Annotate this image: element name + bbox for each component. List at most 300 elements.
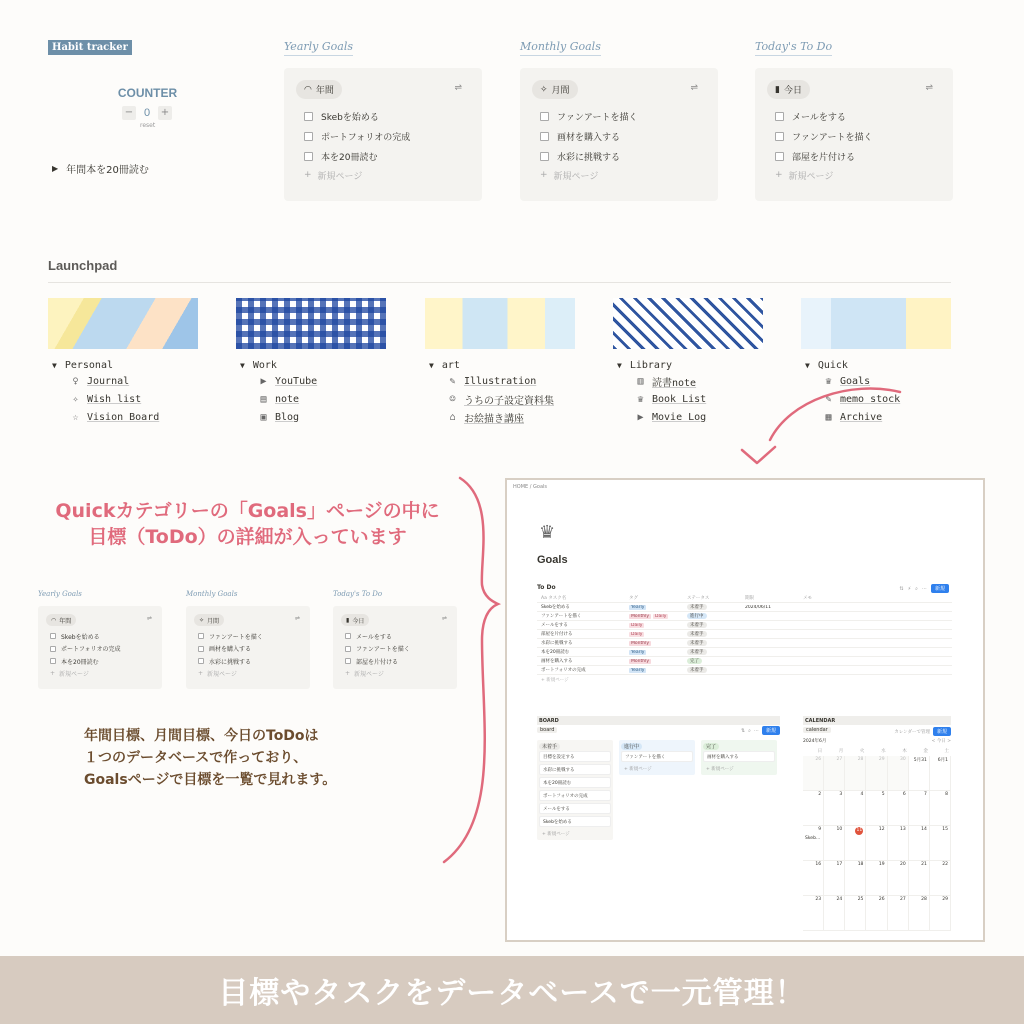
todo-database-title: To Do	[537, 584, 556, 591]
calendar-day-number: 10	[836, 827, 843, 832]
calendar-day-cell[interactable]	[824, 861, 845, 896]
tags-cell[interactable]	[629, 623, 687, 628]
counter-value: 0	[143, 107, 151, 119]
crown-icon: ♛	[539, 522, 556, 543]
new-page-button[interactable]: + 新規ページ	[624, 766, 652, 772]
calendar-day-cell[interactable]	[824, 791, 845, 826]
calendar-day-cell[interactable]	[824, 756, 845, 791]
annotation-line: Quickカテゴリーの「Goals」ページの中に	[55, 500, 440, 522]
plus-icon: +	[345, 670, 351, 677]
calendar-day-cell[interactable]	[803, 861, 824, 896]
board-column-header	[539, 742, 611, 751]
list-item[interactable]: メールをする	[345, 630, 410, 643]
task-name[interactable]: 本を20冊読む	[541, 650, 570, 655]
launchpad-link[interactable]: ♛ Book List	[617, 390, 706, 408]
status-cell[interactable]	[687, 604, 745, 610]
category-toggle[interactable]: ▼ Personal	[52, 360, 113, 371]
calendar-day-cell[interactable]	[930, 896, 951, 931]
calendar-weekday: 日	[817, 749, 823, 754]
table-row[interactable]	[537, 612, 952, 621]
footer-text: 目標やタスクをデータベースで一元管理！	[218, 976, 806, 1011]
sort-icon[interactable]: ⚡	[907, 585, 912, 592]
launchpad-category-library	[617, 359, 706, 426]
calendar-day-cell[interactable]	[845, 861, 866, 896]
monthly-goals-heading: Monthly Goals	[520, 40, 601, 53]
launchpad-link[interactable]: ☺ うちの子設定資料集	[429, 390, 554, 408]
calendar-day-number: 25	[857, 897, 864, 902]
checkbox[interactable]	[198, 633, 204, 639]
board-card[interactable]: ポートフォリオの完成	[539, 790, 611, 801]
table-row[interactable]	[537, 621, 952, 630]
monthly-goals-card-small	[186, 606, 310, 689]
task-name[interactable]: 画材を購入する	[541, 659, 573, 664]
board-column	[619, 740, 695, 775]
calendar-weekday: 火	[859, 749, 865, 754]
list-item[interactable]: Skebを始める	[50, 630, 120, 643]
calendar-day-cell[interactable]	[824, 896, 845, 931]
new-page-button[interactable]: + 新規ページ	[542, 831, 570, 837]
status-badge: 進行中	[621, 743, 642, 750]
calendar-day-number: 13	[899, 827, 906, 832]
list-item[interactable]: 部屋を片付ける	[345, 655, 410, 668]
calendar-day-number: 5	[881, 792, 885, 797]
new-page-button[interactable]: + 新規ページ	[540, 170, 599, 182]
tags-cell[interactable]	[629, 668, 687, 673]
calendar-open-link[interactable]: カレンダーで管理	[894, 729, 930, 735]
launchpad-link[interactable]: ▶ YouTube	[240, 372, 317, 390]
more-icon[interactable]: ⋯	[753, 727, 759, 734]
launchpad-link[interactable]: ♀ Journal	[52, 372, 159, 390]
checkbox[interactable]	[540, 112, 549, 121]
status-cell[interactable]	[687, 649, 745, 655]
tag-badge: Monthly	[631, 613, 650, 619]
calendar-weekday: 金	[923, 749, 928, 754]
film-icon: ▶	[637, 411, 644, 423]
launchpad-link[interactable]: ▥ 読書note	[617, 372, 706, 390]
calendar-weekday: 木	[902, 749, 907, 754]
task-name[interactable]: 水彩に挑戦する	[541, 641, 573, 646]
calendar-day-cell[interactable]	[930, 826, 951, 861]
calendar-day-cell[interactable]	[803, 826, 824, 861]
calendar-day-number: 18	[857, 862, 864, 867]
calendar-day-number: 29	[878, 757, 885, 762]
toggle-label: 年間本を20冊読む	[66, 165, 149, 176]
list-item[interactable]: 本を20冊読む	[304, 146, 410, 166]
annotation-line: 目標（ToDo）の詳細が入っています	[88, 526, 407, 548]
table-row[interactable]	[537, 639, 952, 648]
database-toolbar	[899, 584, 949, 593]
goals-page-screenshot	[505, 478, 985, 942]
status-cell[interactable]	[687, 658, 745, 664]
calendar-day-number: 17	[836, 862, 843, 867]
calendar-day-number: 7	[923, 792, 927, 797]
calendar-day-cell[interactable]	[866, 791, 887, 826]
counter-reset-link[interactable]: reset	[140, 122, 156, 129]
table-row[interactable]	[537, 603, 952, 612]
calendar-nav[interactable]: < 今日 >	[931, 739, 951, 744]
tags-cell[interactable]	[629, 605, 687, 610]
calendar-day-cell[interactable]	[803, 756, 824, 791]
view-tab-yearly[interactable]: ◠ 年間	[46, 614, 76, 626]
status-badge: 完了	[687, 658, 702, 664]
video-icon: ▶	[260, 375, 267, 387]
today-todo-card	[755, 68, 953, 201]
tag-badge: Yearly	[631, 604, 645, 610]
new-button[interactable]: 新規	[762, 726, 780, 735]
annotation-line: Goalsページで目標を一覧で見れます。	[84, 772, 337, 788]
quick-banner-image	[801, 298, 951, 349]
view-tab-yearly[interactable]: ◠ 年間	[296, 80, 342, 99]
calendar-day-cell[interactable]	[888, 896, 909, 931]
board-card[interactable]: 目標を設定する	[539, 751, 611, 762]
task-name[interactable]: 部屋を片付ける	[541, 632, 573, 637]
checkbox[interactable]	[345, 658, 351, 664]
calendar-month: 2024年6月	[803, 739, 827, 744]
calendar-day-cell[interactable]	[888, 756, 909, 791]
view-tab-today[interactable]: ▮ 今日	[767, 80, 810, 99]
calendar-day-cell[interactable]	[803, 791, 824, 826]
tag-badge: Yearly	[631, 649, 645, 655]
checkbox[interactable]	[775, 112, 784, 121]
settings-icon[interactable]: ⇌	[690, 83, 698, 93]
tag-badge: Daily	[631, 622, 643, 628]
checkbox[interactable]	[304, 132, 313, 141]
board-column-header	[703, 742, 775, 751]
filter-icon[interactable]: ⇅	[899, 585, 904, 592]
tag-badge: Yearly	[631, 667, 645, 673]
calendar-day-number: 16	[815, 862, 822, 867]
habit-toggle[interactable]	[52, 161, 149, 176]
new-page-button[interactable]: + 新規ページ	[345, 670, 384, 678]
calendar-day-cell[interactable]	[888, 791, 909, 826]
status-badge: 未着手	[687, 604, 707, 610]
crown-icon: ♛	[825, 375, 832, 387]
yearly-goals-card	[284, 68, 482, 201]
status-badge: 未着手	[539, 743, 560, 750]
checkbox[interactable]	[50, 633, 56, 639]
calendar-day-cell[interactable]	[909, 756, 930, 791]
task-name[interactable]: メールをする	[541, 623, 568, 628]
calendar-day-number: 26	[878, 897, 885, 902]
launchpad-link[interactable]: ⌂ お絵描き講座	[429, 408, 554, 426]
plus-icon: +	[198, 670, 204, 677]
new-button[interactable]: 新規	[931, 584, 949, 593]
calendar-day-cell[interactable]	[866, 756, 887, 791]
calendar-day-number: 23	[815, 897, 822, 902]
category-toggle[interactable]: ▼ Work	[240, 360, 277, 371]
task-name[interactable]: ファンアートを描く	[541, 614, 582, 619]
status-cell[interactable]	[687, 667, 745, 673]
breadcrumb[interactable]: HOME / Goals	[513, 484, 548, 490]
search-icon[interactable]: ⌕	[915, 585, 918, 592]
personal-banner-image	[48, 298, 198, 349]
category-toggle[interactable]: ▼ Library	[617, 360, 672, 371]
calendar-day-number: 6月1	[937, 758, 948, 763]
board-card[interactable]: 画材を購入する	[703, 751, 775, 762]
launchpad-category-quick	[805, 359, 900, 426]
triangle-down-icon: ▼	[429, 361, 434, 370]
settings-icon[interactable]: ⇌	[146, 615, 152, 622]
calendar-day-number: 5月31	[913, 758, 927, 763]
star-icon: ☆	[72, 411, 79, 423]
lightbulb-icon: ♀	[72, 375, 79, 387]
calendar-day-cell[interactable]	[866, 826, 887, 861]
calendar-day-number: 15	[942, 827, 948, 832]
table-row[interactable]	[537, 657, 952, 666]
task-name[interactable]: Skebを始める	[541, 605, 570, 610]
launchpad-link[interactable]: ✧ Wish list	[52, 390, 159, 408]
calendar-day-number: 8	[945, 792, 948, 797]
view-tab-today[interactable]: ▮ 今日	[341, 614, 369, 626]
calendar-day-cell[interactable]	[845, 791, 866, 826]
rainbow-icon: ◠	[51, 616, 57, 624]
calendar-day-number: 6	[902, 792, 906, 797]
launchpad-link[interactable]: ✎ memo stock	[805, 390, 900, 408]
tags-cell[interactable]	[629, 641, 687, 646]
tags-cell[interactable]	[629, 632, 687, 637]
calendar-day-number: 19	[878, 862, 885, 867]
triangle-down-icon: ▼	[805, 361, 810, 370]
annotation-line: １つのデータベースで作っており、	[84, 750, 308, 766]
calendar-view-tab[interactable]: calendar	[803, 727, 831, 733]
calendar-day-number: 28	[857, 757, 864, 762]
habit-tracker-title: Habit tracker	[48, 40, 132, 55]
calendar-day-number: 20	[899, 862, 906, 867]
calendar-day-cell[interactable]	[803, 896, 824, 931]
category-toggle[interactable]: ▼ art	[429, 360, 460, 371]
calendar-day-number: 4	[860, 792, 864, 797]
board-card[interactable]: 水彩に挑戦する	[539, 764, 611, 775]
board-toolbar	[741, 726, 780, 735]
list-item[interactable]: メールをする	[775, 106, 873, 126]
calendar-toolbar	[894, 727, 951, 736]
new-page-button[interactable]: + 新規ページ	[198, 670, 237, 678]
art-banner-image	[425, 298, 575, 349]
table-header: Aa タスク名 タグ ステータス 期限 メモ	[537, 594, 952, 603]
list-item[interactable]: 水彩に挑戦する	[198, 655, 263, 668]
launchpad-link[interactable]: ✎ Illustration	[429, 372, 554, 390]
checkbox[interactable]	[304, 152, 313, 161]
checkbox[interactable]	[50, 646, 56, 652]
board-card[interactable]: 本を20冊読む	[539, 777, 611, 788]
today-todo-heading-small: Today's To Do	[333, 590, 383, 598]
calendar-grid	[803, 748, 951, 931]
page-title: Goals	[537, 554, 568, 566]
annotation-brown	[84, 725, 414, 791]
list-item[interactable]: ファンアートを描く	[775, 126, 873, 146]
triangle-down-icon: ▼	[240, 361, 245, 370]
calendar-day-number: 3	[839, 792, 843, 797]
status-badge: 進行中	[687, 613, 707, 619]
today-todo-heading: Today's To Do	[755, 40, 833, 53]
work-banner-image	[236, 298, 386, 349]
calendar-title: CALENDAR	[803, 716, 951, 725]
table-row[interactable]	[537, 666, 952, 675]
board-view-tab[interactable]: board	[537, 727, 557, 733]
calendar-day-cell[interactable]	[909, 896, 930, 931]
tag-badge: Monthly	[631, 658, 650, 664]
document-icon: ▤	[260, 393, 267, 405]
annotation-pink	[40, 498, 455, 550]
view-tab-monthly[interactable]: ✧ 月間	[194, 614, 224, 626]
calendar-day-number: 29	[942, 897, 948, 902]
calendar-day-cell[interactable]	[888, 861, 909, 896]
new-page-button[interactable]: + 新規ページ	[541, 677, 569, 683]
new-page-button[interactable]: + 新規ページ	[706, 766, 734, 772]
settings-icon[interactable]: ⇌	[441, 615, 447, 622]
date-cell[interactable]: 2024/06/11	[745, 604, 771, 610]
launchpad-link[interactable]: ▶ Movie Log	[617, 408, 706, 426]
launchpad-link[interactable]: ▦ Archive	[805, 408, 900, 426]
launchpad-link[interactable]: ▤ note	[240, 390, 317, 408]
tags-cell[interactable]	[629, 650, 687, 655]
settings-icon[interactable]: ⇌	[294, 615, 300, 622]
board-column-header	[621, 742, 693, 751]
calendar-day-cell[interactable]	[909, 791, 930, 826]
checkbox[interactable]	[345, 633, 351, 639]
calendar-day-cell[interactable]	[866, 861, 887, 896]
bookmark-icon: ▮	[346, 616, 350, 624]
status-cell[interactable]	[687, 631, 745, 637]
board-title: BOARD	[537, 716, 780, 725]
calendar-event[interactable]: Skeb...	[805, 836, 821, 841]
checkbox[interactable]	[775, 152, 784, 161]
arrow-head	[742, 447, 775, 463]
board-column	[537, 740, 613, 840]
launchpad-link[interactable]: ☆ Vision Board	[52, 408, 159, 426]
calendar-today-marker: 11	[856, 828, 863, 833]
status-cell[interactable]	[687, 613, 745, 619]
checkbox[interactable]	[775, 132, 784, 141]
board-card[interactable]: Skebを始める	[539, 816, 611, 827]
monthly-goals-card	[520, 68, 718, 201]
pen-icon: ✎	[825, 393, 832, 405]
checkbox[interactable]	[540, 132, 549, 141]
counter-increment-button[interactable]: +	[158, 106, 172, 120]
sparkle-icon: ✧	[199, 616, 205, 624]
divider	[48, 282, 951, 283]
list-item[interactable]: 画材を購入する	[198, 643, 263, 656]
table-row[interactable]	[537, 648, 952, 657]
plus-icon: +	[304, 170, 312, 180]
filter-icon[interactable]: ⇅	[740, 727, 746, 734]
calendar-weekday: 月	[838, 749, 844, 754]
sparkle-icon: ✧	[540, 84, 548, 95]
toggle-triangle-icon[interactable]: ▶	[52, 164, 59, 173]
bookmark-icon: ▮	[775, 84, 780, 95]
counter-label: COUNTER	[117, 86, 178, 100]
tags-cell[interactable]	[629, 659, 687, 664]
board-card[interactable]: メールをする	[539, 803, 611, 814]
tags-cell[interactable]	[629, 614, 687, 619]
list-item[interactable]: 本を20冊読む	[50, 655, 120, 668]
tag-badge: Monthly	[631, 640, 650, 646]
counter-decrement-button[interactable]: −	[122, 106, 136, 120]
counter-widget	[122, 106, 172, 120]
checkbox[interactable]	[540, 152, 549, 161]
more-icon[interactable]: ⋯	[921, 585, 927, 592]
settings-icon[interactable]: ⇌	[454, 83, 462, 93]
launchpad-link[interactable]: ▣ Blog	[240, 408, 317, 426]
image-icon: ▣	[260, 411, 267, 423]
list-item[interactable]: ポートフォリオの完成	[304, 126, 410, 146]
annotation-line: 年間目標、月間目標、今日のToDoは	[84, 728, 319, 744]
footer-banner	[0, 956, 1024, 1024]
calendar-day-cell[interactable]	[930, 861, 951, 896]
status-badge: 完了	[703, 743, 719, 750]
calendar-day-cell[interactable]	[845, 826, 866, 861]
checkbox[interactable]	[345, 646, 351, 652]
calendar-day-cell[interactable]	[930, 791, 951, 826]
status-badge: 未着手	[687, 622, 707, 628]
calendar-day-cell[interactable]	[824, 826, 845, 861]
list-item[interactable]: ファンアートを描く	[345, 643, 410, 656]
graduation-cap-icon: ⌂	[449, 411, 456, 423]
yearly-goals-card-small	[38, 606, 162, 689]
list-item[interactable]: 画材を購入する	[540, 126, 638, 146]
task-name[interactable]: ポートフォリオの完成	[541, 668, 586, 673]
calendar-day-number: 9	[818, 827, 822, 832]
new-page-button[interactable]: + 新規ページ	[50, 670, 89, 678]
plus-icon: +	[50, 670, 56, 677]
calendar-day-cell[interactable]	[845, 756, 866, 791]
category-toggle[interactable]: ▼ Quick	[805, 360, 848, 371]
yearly-goals-heading-small: Yearly Goals	[38, 590, 82, 598]
list-item[interactable]: ファンアートを描く	[540, 106, 638, 126]
status-badge: 未着手	[687, 667, 707, 673]
list-item[interactable]: ポートフォリオの完成	[50, 643, 120, 656]
search-icon[interactable]: ⌕	[748, 727, 751, 734]
calendar-day-cell[interactable]	[909, 861, 930, 896]
smile-icon: ☺	[449, 393, 456, 405]
list-item[interactable]: ファンアートを描く	[198, 630, 263, 643]
table-row[interactable]	[537, 630, 952, 639]
new-page-button[interactable]: + 新規ページ	[775, 170, 834, 182]
new-page-button[interactable]: + 新規ページ	[304, 170, 363, 182]
checkbox[interactable]	[198, 646, 204, 652]
calendar-day-cell[interactable]	[909, 826, 930, 861]
checkbox[interactable]	[304, 112, 313, 121]
calendar-day-cell[interactable]	[845, 896, 866, 931]
list-item[interactable]: Skebを始める	[304, 106, 410, 126]
launchpad-link-goals[interactable]: ♛ Goals	[805, 372, 900, 390]
status-cell[interactable]	[687, 622, 745, 628]
calendar-day-cell[interactable]	[866, 896, 887, 931]
archive-icon: ▦	[825, 411, 832, 423]
today-todo-card-small	[333, 606, 457, 689]
status-cell[interactable]	[687, 640, 745, 646]
book-icon: ▥	[637, 375, 644, 387]
checkbox[interactable]	[198, 658, 204, 664]
calendar-day-number: 27	[899, 897, 906, 902]
sparkle-icon: ✧	[72, 393, 79, 405]
calendar-day-cell[interactable]	[930, 756, 951, 791]
plus-icon: +	[775, 170, 783, 180]
list-item[interactable]: 部屋を片付ける	[775, 146, 873, 166]
calendar-day-cell[interactable]	[888, 826, 909, 861]
checkbox[interactable]	[50, 658, 56, 664]
pencil-icon: ✎	[449, 375, 456, 387]
crown-icon: ♛	[637, 393, 644, 405]
new-button[interactable]: 新規	[933, 727, 951, 736]
board-card[interactable]: ファンアートを描く	[621, 751, 693, 762]
plus-icon: +	[540, 170, 548, 180]
calendar-day-number: 22	[942, 862, 948, 867]
list-item[interactable]: 水彩に挑戦する	[540, 146, 638, 166]
settings-icon[interactable]: ⇌	[925, 83, 933, 93]
view-tab-monthly[interactable]: ✧ 月間	[532, 80, 578, 99]
status-badge: 未着手	[687, 649, 707, 655]
